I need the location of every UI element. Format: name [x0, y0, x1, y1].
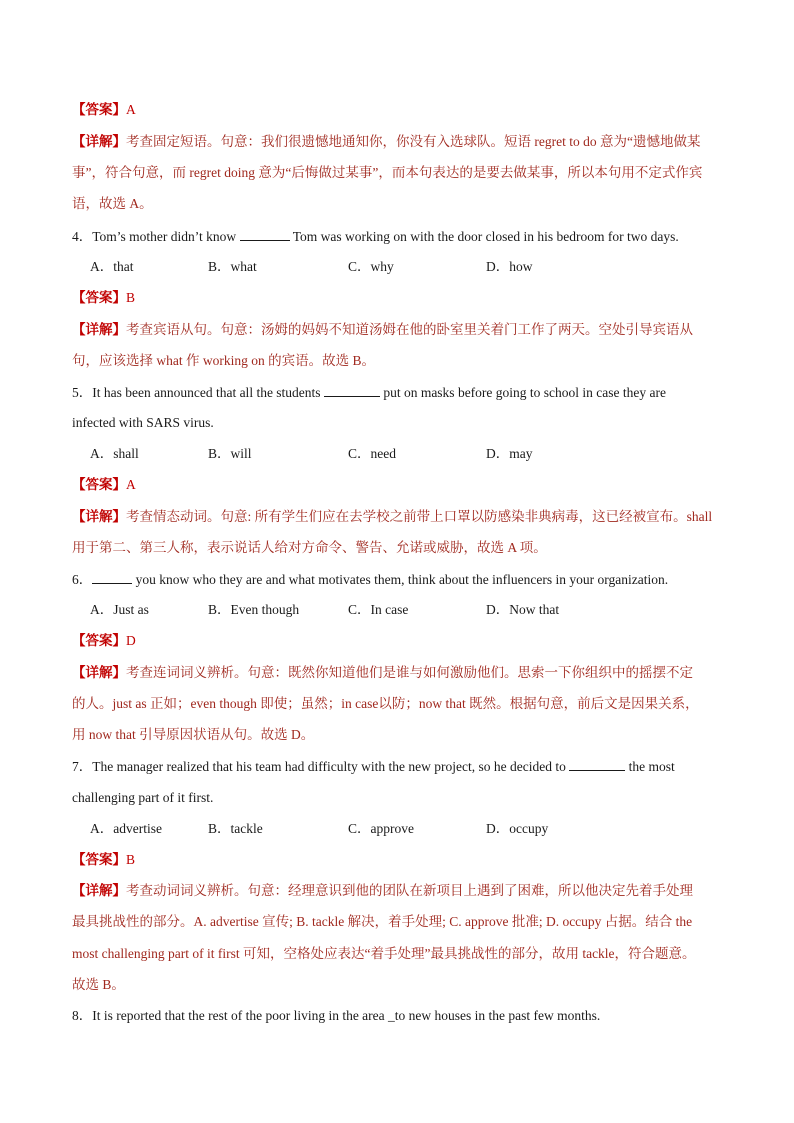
option-d: D．may — [486, 446, 533, 461]
option-a: A．Just as — [90, 602, 149, 617]
q4-detail-line-2: 句，应该选择 what 作 working on 的宾语。故选 B。 — [72, 353, 375, 368]
option-c: C．In case — [348, 602, 409, 617]
detail-tag: 【详解】 — [72, 134, 126, 149]
q6-answer — [72, 631, 732, 651]
answer-value: B — [126, 290, 136, 305]
detail-tag: 【详解】 — [72, 322, 126, 337]
question-text-post: _to new houses in the past few months. — [388, 1008, 601, 1023]
q3-detail-line-2: 事”，符合句意，而 regret doing 意为“后悔做过某事”，而本句表达的是要去做某事，所以本句用不定式作宾 — [72, 165, 703, 180]
q7-detail-line-1 — [72, 881, 732, 901]
answer-value: D — [126, 633, 136, 648]
q4-detail-line-1 — [72, 320, 732, 340]
q7-detail-line-2: 最具挑战性的部分。A. advertise 宣传; B. tackle 解决，着手处理; C. approve 批准; D. occupy 占据。结合 the — [72, 914, 693, 929]
option-d: D．how — [486, 259, 533, 274]
option-c: C．approve — [348, 821, 414, 836]
answer-value: A — [126, 477, 136, 492]
q6-detail-line-2: 的人。just as 正如；even though 即使；虽然；in case以防；now that 既然。根据句意，前后文是因果关系， — [72, 696, 699, 711]
option-a: A．shall — [90, 446, 139, 461]
q6-detail-line-3: 用 now that 引导原因状语从句。故选 D。 — [72, 727, 315, 742]
question-text-post: you know who they are and what motivates them, think about the influencers in your organization. — [132, 572, 669, 587]
q6-question — [72, 569, 732, 590]
option-c: C．need — [348, 446, 396, 461]
q7-question-line-2: challenging part of it first. — [72, 790, 214, 805]
question-text-post: Tom was working on with the door closed in his bedroom for two days. — [289, 229, 679, 244]
question-text-pre: 7．The manager realized that his team had difficulty with the new project, so he decided to — [72, 759, 570, 774]
answer-tag: 【答案】 — [72, 852, 126, 867]
detail-text: 考查连词词义辨析。句意：既然你知道他们是谁与如何激励他们。思索一下你组织中的摇摆不定 — [126, 665, 693, 680]
answer-tag: 【答案】 — [72, 477, 126, 492]
q5-detail-line-2: 用于第二、第三人称，表示说话人给对方命令、警告、允诺或威胁，故选 A 项。 — [72, 540, 547, 555]
option-a: A．advertise — [90, 821, 162, 836]
q5-detail-line-1 — [72, 507, 732, 527]
q3-detail-line-1 — [72, 132, 732, 152]
question-text-post: put on masks before going to school in case they are — [379, 385, 666, 400]
q4-question — [72, 226, 732, 247]
question-text-post: the most — [625, 759, 675, 774]
q5-question-line-1 — [72, 382, 732, 403]
q7-detail-line-4: 故选 B。 — [72, 977, 125, 992]
answer-blank — [569, 756, 625, 771]
option-b: B．Even though — [208, 602, 300, 617]
option-d: D．Now that — [486, 602, 560, 617]
question-text-pre: 5．It has been announced that all the students — [72, 385, 324, 400]
q5-answer — [72, 475, 732, 495]
question-text-pre: 4．Tom’s mother didn’t know — [72, 229, 240, 244]
answer-value: B — [126, 852, 136, 867]
q5-question-line-2: infected with SARS virus. — [72, 415, 214, 430]
q8-question — [72, 1006, 732, 1026]
q6-detail-line-1 — [72, 663, 732, 683]
answer-blank — [92, 569, 132, 584]
option-d: D．occupy — [486, 821, 549, 836]
detail-text: 考查情态动词。句意: 所有学生们应在去学校之前带上口罩以防感染非典病毒，这已经被宣布。shall — [126, 509, 713, 524]
detail-tag: 【详解】 — [72, 883, 126, 898]
detail-text: 考查动词词义辨析。句意：经理意识到他的团队在新项目上遇到了困难，所以他决定先着手处理 — [126, 883, 693, 898]
option-b: B．will — [208, 446, 252, 461]
question-text-pre: 6． — [72, 572, 93, 587]
answer-tag: 【答案】 — [72, 633, 126, 648]
option-c: C．why — [348, 259, 394, 274]
q7-question-line-1 — [72, 756, 732, 777]
answer-blank — [240, 226, 290, 241]
q3-answer — [72, 100, 732, 120]
question-text-pre: 8．It is reported that the rest of the poor living in the area — [72, 1008, 389, 1023]
detail-tag: 【详解】 — [72, 509, 126, 524]
answer-tag: 【答案】 — [72, 290, 126, 305]
option-b: B．what — [208, 259, 257, 274]
option-a: A．that — [90, 259, 134, 274]
q3-detail-line-3: 语，故选 A。 — [72, 196, 153, 211]
option-b: B．tackle — [208, 821, 263, 836]
q4-answer — [72, 288, 732, 308]
q7-detail-line-3: most challenging part of it first 可知，空格处应表达“着手处理”最具挑战性的部分，故用 tackle，符合题意。 — [72, 946, 696, 961]
answer-tag: 【答案】 — [72, 102, 126, 117]
q7-answer — [72, 850, 732, 870]
detail-text: 考查固定短语。句意：我们很遗憾地通知你，你没有入选球队。短语 regret to do 意为“遗憾地做某 — [126, 134, 701, 149]
detail-text: 考查宾语从句。句意：汤姆的妈妈不知道汤姆在他的卧室里关着门工作了两天。空处引导宾语从 — [126, 322, 693, 337]
detail-tag: 【详解】 — [72, 665, 126, 680]
answer-value: A — [126, 102, 136, 117]
answer-blank — [324, 382, 380, 397]
